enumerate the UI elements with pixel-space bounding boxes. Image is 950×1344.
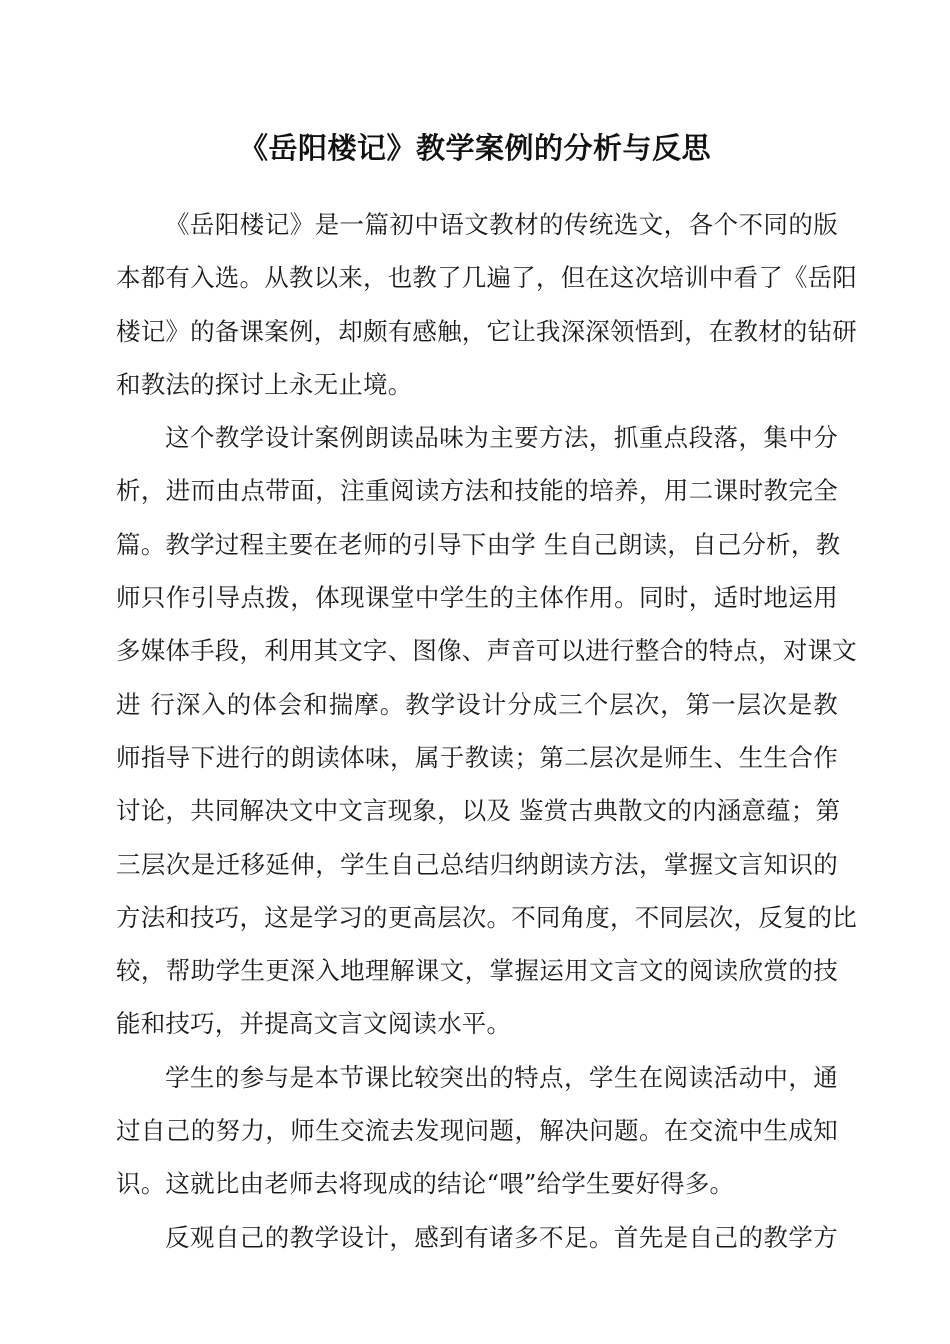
paragraph-2-line-7: 师指导下进行的朗读体味，属于教读；第二层次是师生、生生合作	[116, 742, 838, 772]
paragraph-1-line-4: 和教法的探讨上永无止境。	[116, 369, 413, 399]
paragraph-2-line-12: 能和技巧，并提高文言文阅读水平。	[116, 1009, 512, 1039]
paragraph-2-line-8: 讨论，共同解决文中文言现象，以及 鉴赏古典散文的内涵意蕴；第	[116, 796, 841, 826]
paragraph-1-line-1: 《岳阳楼记》是一篇初中语文教材的传统选文，各个不同的版	[165, 210, 838, 239]
paragraph-2-line-5: 多媒体手段，利用其文字、图像、声音可以进行整合的特点，对课文	[116, 636, 857, 666]
paragraph-1-line-2: 本都有入选。从教以来，也教了几遍了，但在这次培训中看了《岳阳	[116, 263, 857, 293]
paragraph-2-line-11: 较，帮助学生更深入地理解课文，掌握运用文言文的阅读欣赏的技	[116, 956, 838, 986]
document-title: 《岳阳楼记》教学案例的分析与反思	[238, 131, 711, 165]
paragraph-2-line-1: 这个教学设计案例朗读品味为主要方法，抓重点段落，集中分	[165, 423, 838, 453]
paragraph-1-line-3: 楼记》的备课案例，却颇有感触，它让我深深领悟到，在教材的钻研	[116, 316, 857, 346]
paragraph-2-line-10: 方法和技巧，这是学习的更高层次。不同角度，不同层次，反复的比	[116, 902, 857, 932]
paragraph-3-line-1: 学生的参与是本节课比较突出的特点，学生在阅读活动中，通	[165, 1062, 838, 1092]
paragraph-2-line-9: 三层次是迁移延伸，学生自己总结归纳朗读方法，掌握文言知识的	[116, 849, 838, 879]
paragraph-3-line-3: 识。这就比由老师去将现成的结论“喂”给学生要好得多。	[116, 1169, 735, 1199]
paragraph-2-line-2: 析，进而由点带面，注重阅读方法和技能的培养，用二课时教完全	[116, 476, 838, 506]
paragraph-4-line-1: 反观自己的教学设计，感到有诸多不足。首先是自己的教学方	[165, 1222, 838, 1252]
paragraph-3-line-2: 过自己的努力，师生交流去发现问题，解决问题。在交流中生成知	[116, 1116, 838, 1146]
paragraph-2-line-4: 师只作引导点拨，体现课堂中学生的主体作用。同时，适时地运用	[116, 583, 838, 613]
document-body	[116, 205, 857, 1271]
paragraph-2-line-6: 进 行深入的体会和揣摩。教学设计分成三个层次，第一层次是教	[116, 689, 838, 719]
paragraph-2-line-3: 篇。教学过程主要在老师的引导下由学 生自己朗读，自己分析，教	[116, 529, 841, 559]
